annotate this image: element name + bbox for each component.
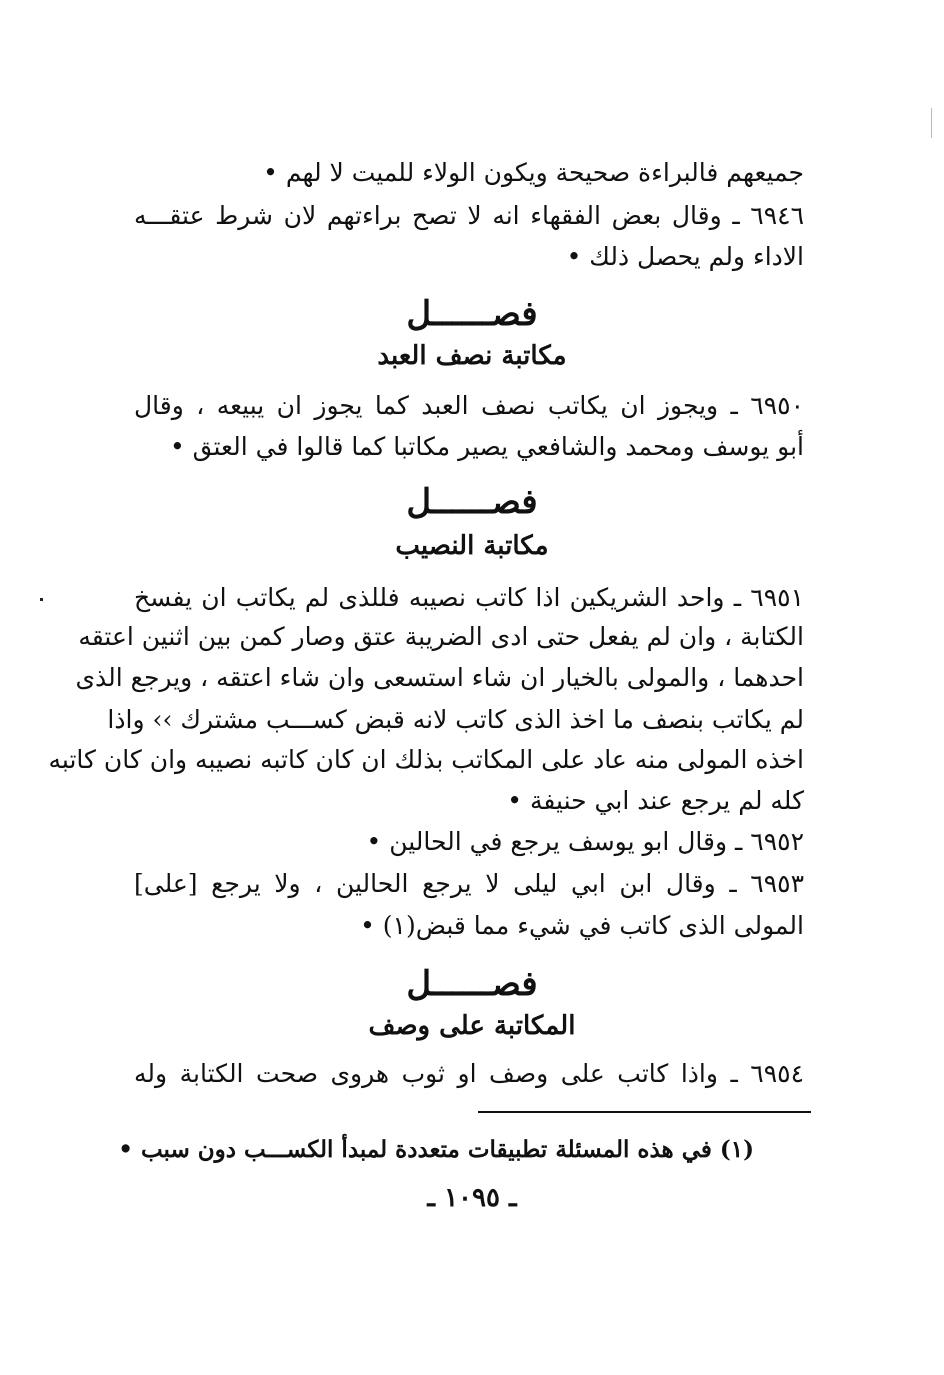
text-line: ٦٩٥٢ ـ وقال ابو يوسف يرجع في الحالين • <box>366 827 804 856</box>
text-line: الكتابة ، وان لم يفعل حتى ادى الضريبة عتق وصار كمن بين اثنين اعتقه <box>78 622 804 651</box>
section-title: مكاتبة النصيب <box>395 531 549 561</box>
section-heading-fasl: فصــــــل <box>406 482 538 522</box>
text-line: اخذه المولى منه عاد على المكاتب بذلك ان كان كاتبه نصيبه وان كان كاتبه <box>48 745 804 774</box>
section-title: المكاتبة على وصف <box>368 1011 576 1041</box>
text-line: ٦٩٥٣ ـ وقال ابن ابي ليلى لا يرجع الحالين ، ولا يرجع [على] <box>134 869 804 898</box>
text-line: كله لم يرجع عند ابي حنيفة • <box>507 786 804 815</box>
text-line: جميعهم فالبراءة صحيحة ويكون الولاء للميت لا لهم • <box>263 158 804 187</box>
text-line: ٦٩٥١ ـ واحد الشريكين اذا كاتب نصيبه فللذى لم يكاتب ان يفسخ <box>134 583 804 612</box>
text-line: ٦٩٤٦ ـ وقال بعض الفقهاء انه لا تصح براءتهم لان شرط عتقـــه <box>134 201 804 230</box>
text-line: ٦٩٥٤ ـ واذا كاتب على وصف او ثوب هروى صحت الكتابة وله <box>134 1059 804 1088</box>
section-heading-fasl: فصــــــل <box>406 964 538 1004</box>
page-number: ـ ١٠٩٥ ـ <box>427 1183 517 1213</box>
text-line: المولى الذى كاتب في شيء مما قبض(١) • <box>360 911 804 940</box>
text-line: لم يكاتب بنصف ما اخذ الذى كاتب لانه قبض كســـب مشترك ›› واذا <box>107 705 804 734</box>
text-line: الاداء ولم يحصل ذلك • <box>566 242 804 271</box>
text-line: أبو يوسف ومحمد والشافعي يصير مكاتبا كما قالوا في العتق • <box>169 432 804 461</box>
footnote-divider <box>478 1111 811 1113</box>
footnote: (١) في هذه المسئلة تطبيقات متعددة لمبدأ الكســـب دون سبب • <box>118 1136 754 1163</box>
scan-speck <box>40 598 43 601</box>
section-heading-fasl: فصــــــل <box>406 294 538 334</box>
section-title: مكاتبة نصف العبد <box>377 341 567 371</box>
scan-speck <box>931 108 932 138</box>
text-line: احدهما ، والمولى بالخيار ان شاء استسعى وان شاء اعتقه ، ويرجع الذى <box>75 663 804 692</box>
text-line: ٦٩٥٠ ـ ويجوز ان يكاتب نصف العبد كما يجوز ان يبيعه ، وقال <box>134 391 804 420</box>
